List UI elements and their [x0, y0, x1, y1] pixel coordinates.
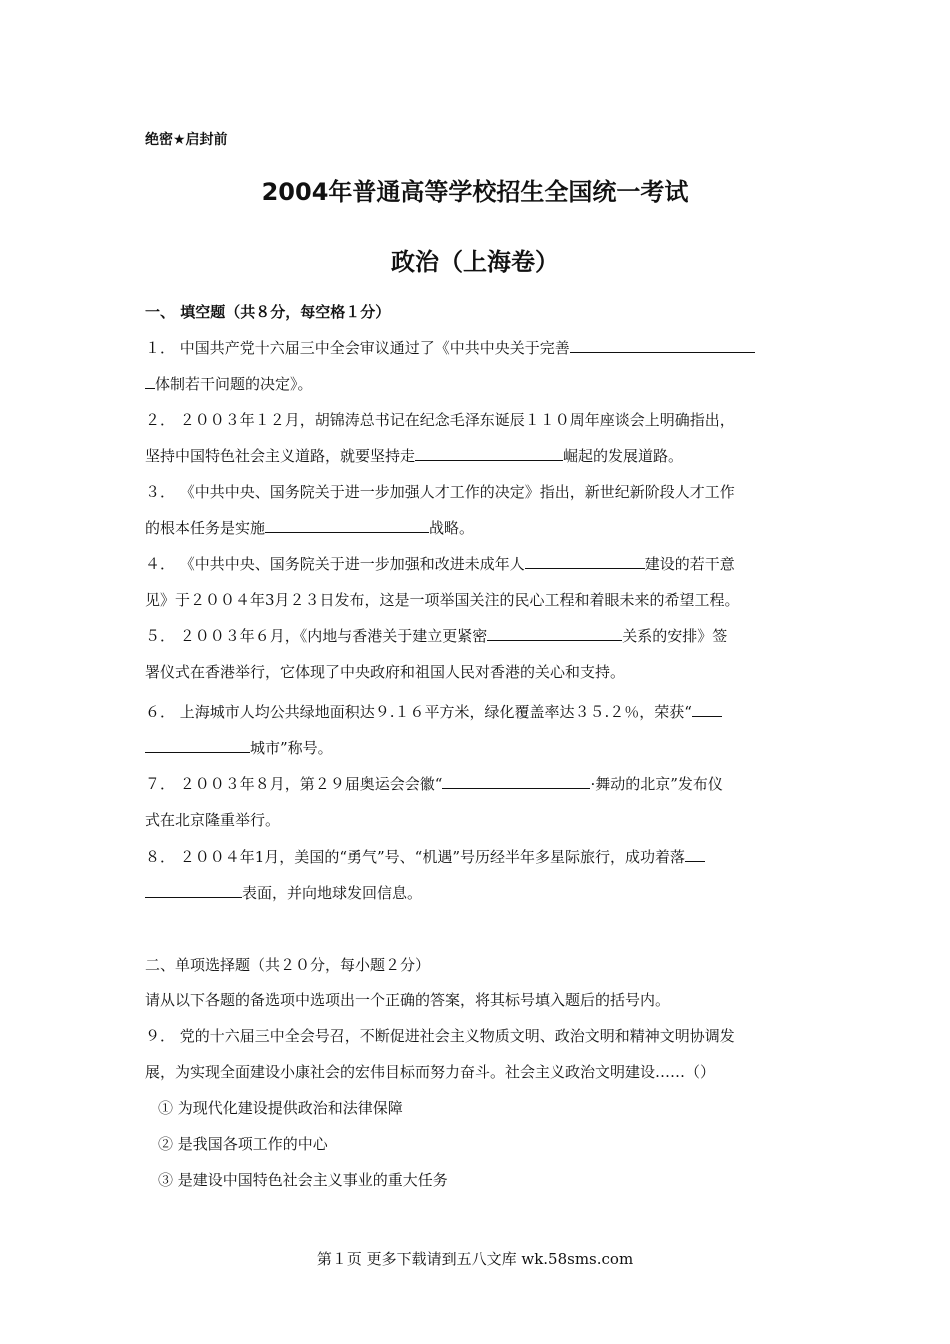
question-text: 表面，并向地球发回信息。 — [242, 884, 423, 902]
question-text: 关系的安排》签 — [622, 627, 728, 645]
question-text: 战略。 — [429, 519, 475, 537]
question-text: 城市”称号。 — [250, 739, 333, 757]
question-text: ４． 《中共中央、国务院关于进一步加强和改进未成年人 — [145, 555, 525, 573]
answer-blank[interactable] — [487, 626, 622, 641]
question-text: 建设的若干意 — [644, 555, 735, 573]
answer-blank[interactable] — [145, 738, 250, 753]
answer-blank[interactable] — [442, 774, 590, 789]
question-text: 坚持中国特色社会主义道路，就要坚持走 — [145, 447, 416, 465]
question-text: 的根本任务是实施 — [145, 519, 266, 537]
question-3-line-2 — [145, 518, 807, 538]
answer-blank[interactable] — [265, 518, 429, 533]
question-9-option-1: ① 为现代化建设提供政治和法律保障 — [158, 1099, 403, 1117]
secret-label: 绝密★启封前 — [145, 132, 228, 148]
question-2-line-1: ２． ２００３年１２月，胡锦涛总书记在纪念毛泽东诞辰１１０周年座谈会上明确指出， — [145, 411, 735, 429]
question-1-line-1 — [145, 338, 807, 358]
question-7-line-2: 式在北京隆重举行。 — [145, 811, 281, 829]
question-5-line-1 — [145, 626, 807, 646]
question-text: １． 中国共产党十六届三中全会审议通过了《中共中央关于完善 — [145, 339, 570, 357]
question-text: ５． ２００３年６月，《内地与香港关于建立更紧密 — [145, 627, 488, 645]
question-9-option-3: ③ 是建设中国特色社会主义事业的重大任务 — [158, 1171, 448, 1189]
part2-heading: 二、单项选择题（共２０分，每小题２分） — [145, 956, 431, 974]
answer-blank[interactable] — [525, 554, 645, 569]
question-8-line-1 — [145, 847, 807, 867]
question-3-line-1: ３． 《中共中央、国务院关于进一步加强人才工作的决定》指出，新世纪新阶段人才工作 — [145, 483, 735, 501]
page-footer: 第１页 更多下载请到五八文库 wk.58sms.com — [316, 1250, 634, 1268]
question-text: ８． ２００４年1月，美国的“勇气”号、“机遇”号历经半年多星际旅行，成功着落 — [145, 848, 685, 866]
question-text: 体制若干问题的决定》。 — [155, 375, 313, 393]
question-6-line-2 — [145, 738, 807, 758]
question-5-line-2: 署仪式在香港举行，它体现了中央政府和祖国人民对香港的关心和支持。 — [145, 663, 626, 681]
question-9-line-2: 展，为实现全面建设小康社会的宏伟目标而努力奋斗。社会主义政治文明建设……（） — [145, 1063, 716, 1081]
question-2-line-2 — [145, 446, 807, 466]
question-9-option-2: ② 是我国各项工作的中心 — [158, 1135, 328, 1153]
question-4-line-1 — [145, 554, 807, 574]
question-7-line-1 — [145, 774, 807, 794]
question-8-line-2 — [145, 883, 807, 903]
answer-blank[interactable] — [145, 883, 242, 898]
question-4-line-2: 见》于２００４年3月２３日发布，这是一项举国关注的民心工程和着眼未来的希望工程。 — [145, 591, 740, 609]
question-1-line-2 — [145, 374, 807, 394]
answer-blank[interactable] — [692, 702, 722, 717]
question-text: 崛起的发展道路。 — [563, 447, 684, 465]
answer-blank[interactable] — [145, 374, 155, 389]
question-text: ６． 上海城市人均公共绿地面积达９.１６平方米，绿化覆盖率达３５.２％，荣获“ — [145, 703, 692, 721]
question-text: ７． ２００３年８月，第２９届奥运会会徽“ — [145, 775, 443, 793]
answer-blank[interactable] — [415, 446, 563, 461]
part1-heading: 一、 填空题（共８分，每空格１分） — [145, 303, 391, 321]
page-title: 2004年普通高等学校招生全国统一考试 — [261, 178, 689, 206]
part2-instruction: 请从以下各题的备选项中选项出一个正确的答案，将其标号填入题后的括号内。 — [145, 991, 671, 1009]
answer-blank[interactable] — [570, 338, 755, 353]
question-9-line-1: ９． 党的十六届三中全会号召，不断促进社会主义物质文明、政治文明和精神文明协调发 — [145, 1027, 735, 1045]
page-subtitle: 政治（上海卷） — [391, 248, 559, 276]
question-6-line-1 — [145, 702, 807, 722]
answer-blank[interactable] — [685, 847, 705, 862]
question-text: ·舞动的北京”发布仪 — [590, 775, 723, 793]
